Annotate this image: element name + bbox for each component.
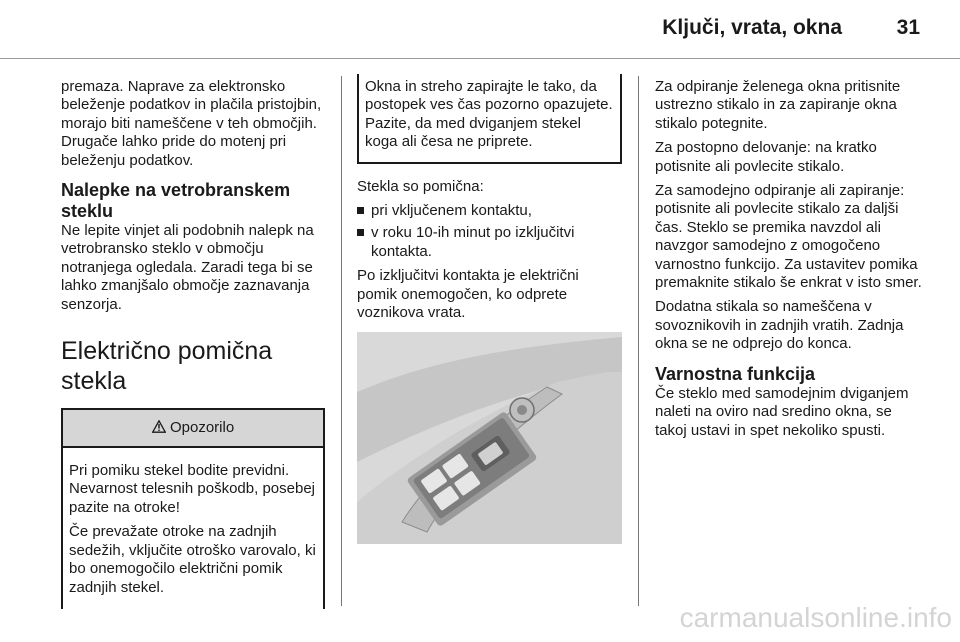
column-divider: [341, 76, 342, 606]
column-divider: [638, 76, 639, 606]
list-item: [357, 224, 622, 261]
page-header-title: Ključi, vrata, okna: [662, 16, 842, 39]
window-switch-illustration: [357, 332, 622, 544]
warning-box: [61, 408, 325, 609]
warning-body: [63, 448, 323, 609]
list-item-text: pri vključenem kontaktu,: [371, 202, 532, 220]
column-middle: [357, 76, 622, 544]
paragraph: Po izključitvi kontakta je električni pomik onemogočen, ko odprete voznikova vrata.: [357, 267, 579, 322]
note-box: [357, 74, 622, 164]
warning-text: Pri pomiku stekel bodite previdni. Nevarnost telesnih poškodb, posebej pazite na otroke!: [69, 462, 315, 516]
warning-label: Opozorilo: [169, 419, 235, 437]
paragraph: Za postopno delovanje: na kratko potisnite ali povlecite stikalo.: [655, 139, 877, 175]
header-rule: [0, 58, 960, 59]
warning-text: Če prevažate otroke na zadnjih sedežih, vključite otroško varovalo, ki bo onemogočilo električni pomik zadnjih stekel.: [69, 523, 316, 596]
warning-triangle-icon: [152, 419, 170, 436]
paragraph: Dodatna stikala so nameščena v sovoznikovih in zadnjih vratih. Zadnja okna se ne odprejo do konca.: [655, 298, 904, 353]
bullet-list: [357, 202, 622, 261]
page-number: 31: [896, 16, 920, 39]
paragraph: Če steklo med samodejnim dviganjem naleti na oviro nad sredino okna, se takoj ustavi in spet nekoliko spusti.: [655, 384, 909, 439]
bullet-icon: [357, 207, 364, 214]
column-left: [61, 78, 325, 609]
warning-header: [63, 408, 323, 448]
watermark: carmanualsonline.info: [679, 602, 952, 633]
bullet-icon: [357, 229, 364, 236]
paragraph: Za odpiranje želenega okna pritisnite ustrezno stikalo in za zapiranje okna stikalo potegnite.: [655, 78, 901, 132]
paragraph: premaza. Naprave za elektronsko beleženje podatkov in plačila pristojbin, morajo biti nameščene v teh območjih. Drugače lahko pride do motenj pri beleženju podatkov.: [61, 78, 322, 169]
subheading: Nalepke na vetrobranskem steklu: [61, 180, 291, 222]
note-text: Okna in streho zapirajte le tako, da postopek ves čas pozorno opazujete. Pazite, da med dviganjem stekel koga ali česa ne priprete.: [365, 78, 613, 151]
column-right: [655, 78, 923, 446]
subheading: Varnostna funkcija: [655, 363, 816, 384]
paragraph: Stekla so pomična:: [357, 177, 484, 195]
paragraph: Ne lepite vinjet ali podobnih nalepk na vetrobransko steklo v območju notranjega ogledala. Zaradi tega bi se lahko zmanjšalo območje zaznavanja senzorja.: [61, 222, 314, 313]
section-heading: Električno pomična stekla: [61, 337, 273, 396]
list-item: [357, 202, 622, 220]
paragraph: Za samodejno odpiranje ali zapiranje: potisnite ali povlecite stikalo za daljši čas. Steklo se premika navzdol ali navzgor samodejno z omogočeno varnostno funkcijo. Za ustavitev pomika premaknite stikalo še enkrat v isto smer.: [655, 182, 922, 292]
list-item-text: v roku 10-ih minut po izključitvi kontakta.: [371, 224, 575, 260]
